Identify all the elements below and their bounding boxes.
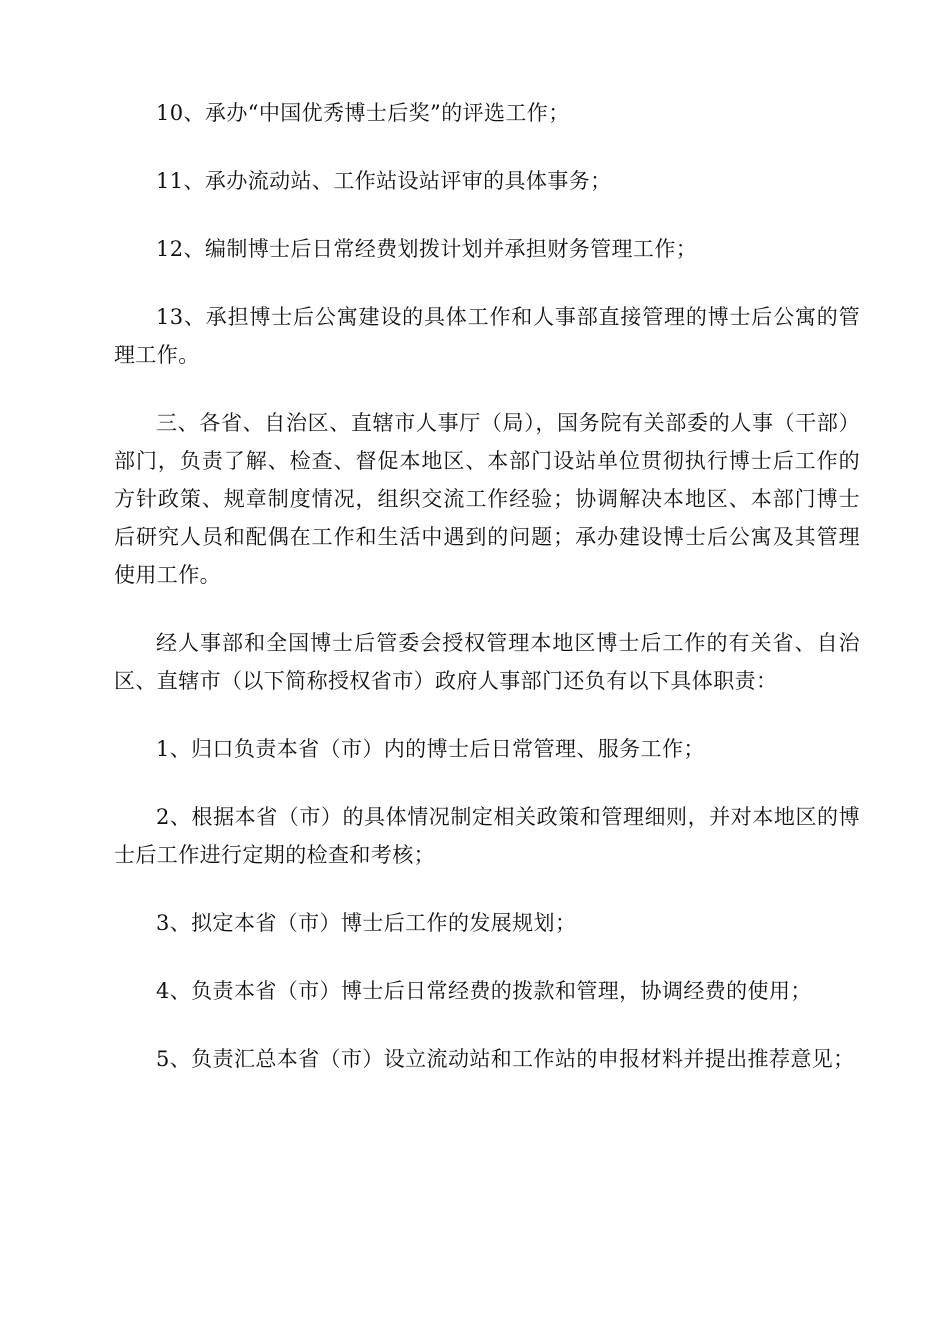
document-body [114, 94, 860, 1108]
paragraph-duty-1: 1、归口负责本省（市）内的博士后日常管理、服务工作； [156, 737, 705, 761]
paragraph-duty-4: 4、负责本省（市）博士后日常经费的拨款和管理，协调经费的使用； [156, 979, 812, 1003]
paragraph-duty-3: 3、拟定本省（市）博士后工作的发展规划； [156, 911, 577, 935]
paragraph-authorized-intro: 经人事部和全国博士后管委会授权管理本地区博士后工作的有关省、自治区、直辖市（以下简称授权省市）政府人事部门还负有以下具体职责： [114, 631, 860, 693]
paragraph-item-13: 13、承担博士后公寓建设的具体工作和人事部直接管理的博士后公寓的管理工作。 [114, 305, 860, 367]
paragraph-item-11: 11、承办流动站、工作站设站评审的具体事务； [156, 169, 612, 193]
paragraph-duty-5: 5、负责汇总本省（市）设立流动站和工作站的申报材料并提出推荐意见； [156, 1047, 855, 1071]
paragraph-item-10: 10、承办“中国优秀博士后奖”的评选工作； [156, 101, 570, 125]
paragraph-item-12: 12、编制博士后日常经费划拨计划并承担财务管理工作； [156, 237, 698, 261]
paragraph-section-three: 三、各省、自治区、直辖市人事厅（局），国务院有关部委的人事（干部）部门，负责了解、检查、督促本地区、本部门设站单位贯彻执行博士后工作的方针政策、规章制度情况，组织交流工作经验；协调解决本地区、本部门博士后研究人员和配偶在工作和生活中遇到的问题；承办建设博士后公寓及其管理使用工作。 [114, 411, 860, 587]
paragraph-duty-2: 2、根据本省（市）的具体情况制定相关政策和管理细则，并对本地区的博士后工作进行定期的检查和考核； [114, 805, 860, 867]
